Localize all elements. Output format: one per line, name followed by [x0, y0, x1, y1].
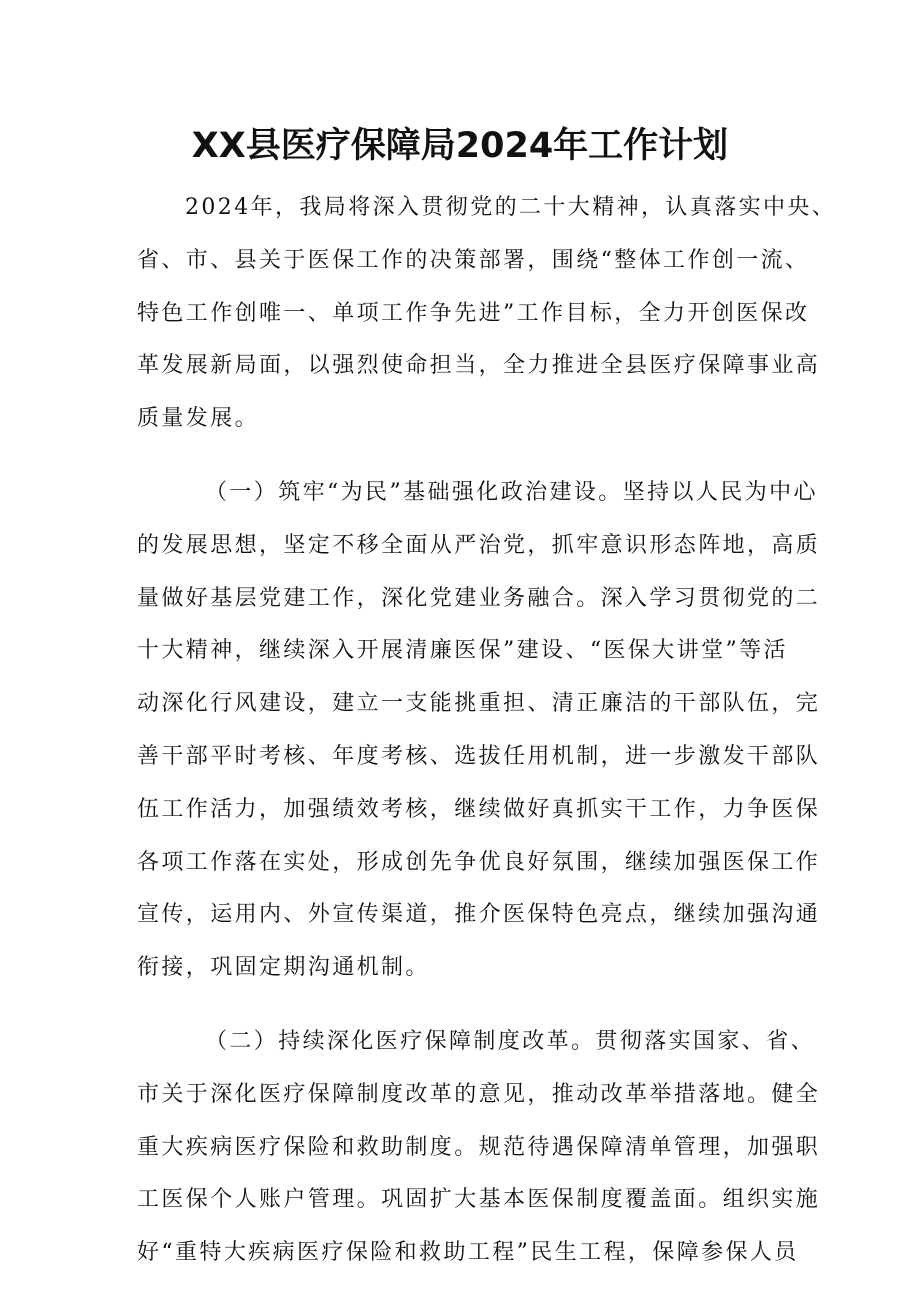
text-line: 量做好基层党建工作，深化党建业务融合。深入学习贯彻党的二 — [137, 585, 821, 611]
text-line: 伍工作活力，加强绩效考核，继续做好真抓实干工作，力争医保 — [137, 796, 821, 822]
text-line: 动深化行风建设，建立一支能挑重担、清正廉洁的干部队伍，完 — [137, 691, 821, 717]
text-line: 革发展新局面，以强烈使命担当，全力推进全县医疗保障事业高 — [137, 353, 821, 379]
text-line: 市关于深化医疗保障制度改革的意见，推动改革举措落地。健全 — [137, 1081, 821, 1107]
text-line: 各项工作落在实处，形成创先争优良好氛围，继续加强医保工作 — [137, 849, 821, 875]
document-body — [137, 182, 837, 1280]
paragraph-section-2 — [137, 1016, 821, 1280]
text-line: 工医保个人账户管理。巩固扩大基本医保制度覆盖面。组织实施 — [137, 1187, 821, 1213]
text-line: 特色工作创唯一、单项工作争先进”工作目标，全力开创医保改 — [137, 300, 810, 326]
text-line: 十大精神，继续深入开展清廉医保”建设、“医保大讲堂”等活 — [137, 638, 788, 664]
text-line: 重大疾病医疗保险和救助制度。规范待遇保障清单管理，加强职 — [137, 1134, 821, 1160]
text-line: 宣传，运用内、外宣传渠道，推介医保特色亮点，继续加强沟通 — [137, 902, 821, 928]
text-line: （二）持续深化医疗保障制度改革。贯彻落实国家、省、 — [205, 1028, 816, 1054]
text-line: 善干部平时考核、年度考核、选拔任用机制，进一步激发干部队 — [137, 743, 821, 769]
text-line: 2024年，我局将深入贯彻党的二十大精神，认真落实中央、 — [185, 195, 837, 220]
paragraph-gap — [137, 995, 813, 1016]
text-line: （一）筑牢“为民”基础强化政治建设。坚持以人民为中心 — [205, 479, 818, 505]
paragraph-section-1 — [137, 467, 821, 995]
text-line: 的发展思想，坚定不移全面从严治党，抓牢意识形态阵地，高质 — [137, 532, 821, 558]
document-title: XX县医疗保障局2024年工作计划 — [191, 126, 729, 166]
paragraph-intro — [137, 182, 837, 446]
text-line: 质量发展。 — [137, 406, 260, 432]
text-line: 好“重特大疾病医疗保险和救助工程”民生工程，保障参保人员 — [137, 1240, 799, 1266]
paragraph-gap — [137, 446, 813, 467]
text-line: 衔接，巩固定期沟通机制。 — [137, 955, 430, 981]
text-line: 省、市、县关于医保工作的决策部署，围绕“整体工作创一流、 — [137, 247, 810, 273]
